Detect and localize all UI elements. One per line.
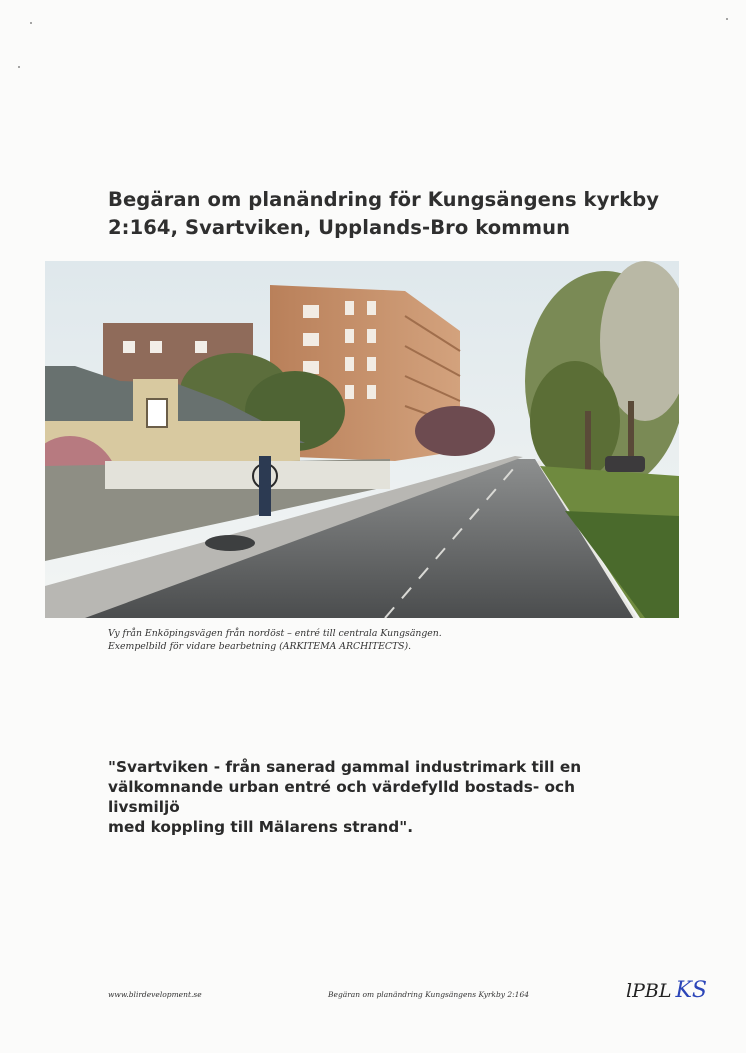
footer-website: www.blirdevelopment.se [108,990,202,999]
title-line-1: Begäran om planändring för Kungsängens kyrkby [108,188,660,211]
quote-line-1: "Svartviken - från sanerad gammal industrimark till en [108,758,582,776]
quote-line-2: välkomnande urban entré och värdefylld bostads- och livsmiljö [108,778,575,816]
image-caption [108,627,608,653]
handwritten-note: lPBL [626,980,672,1002]
title-line-2: 2:164, Svartviken, Upplands-Bro kommun [108,216,571,239]
caption-line-2: Exempelbild för vidare bearbetning (ARKITEMA ARCHITECTS). [108,641,412,652]
vision-quote [108,757,628,837]
scan-speck [726,18,728,20]
scan-speck [18,66,20,68]
footer-document-title: Begäran om planändring Kungsängens Kyrkby 2:164 [328,990,529,999]
document-title [108,186,668,242]
scan-speck [30,22,32,24]
handwritten-initials: KS [675,978,707,1003]
handwritten-annotation [626,978,707,1003]
caption-line-1: Vy från Enköpingsvägen från nordöst – entré till centrala Kungsängen. [108,628,442,639]
architectural-rendering-image [45,261,679,618]
quote-line-3: med koppling till Mälarens strand". [108,818,414,836]
